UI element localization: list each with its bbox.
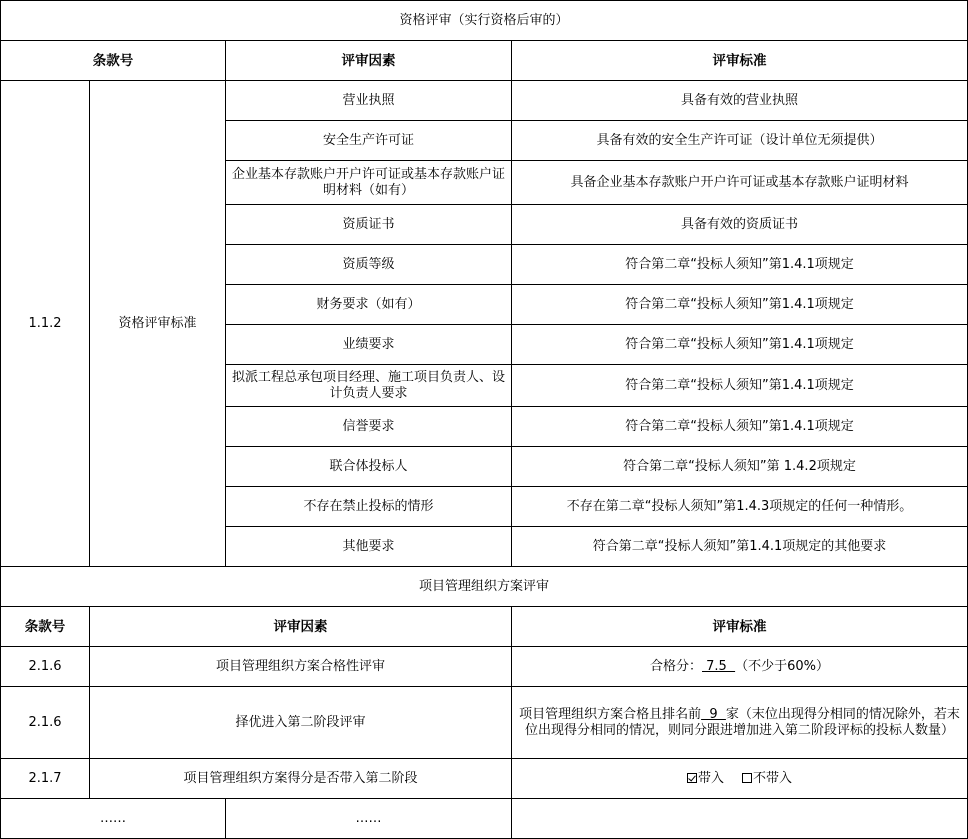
factor-cell: 项目管理组织方案得分是否带入第二阶段 xyxy=(90,759,512,799)
standard-cell: 符合第二章“投标人须知”第1.4.1项规定 xyxy=(512,245,968,285)
factor-cell: 业绩要求 xyxy=(226,325,512,365)
standard-suffix: 家（末位出现得分相同的情况除外，若末位出现得分相同的情况，则同分跟进增加进入第二阶段评标的投标人数量） xyxy=(525,706,960,738)
standard-cell: 符合第二章“投标人须知”第1.4.1项规定 xyxy=(512,285,968,325)
factor-cell: 资质证书 xyxy=(226,205,512,245)
ellipsis-cell: …… xyxy=(1,799,226,839)
standard-cell: 符合第二章“投标人须知”第1.4.1项规定 xyxy=(512,325,968,365)
standard-cell: 具备有效的安全生产许可证（设计单位无须提供） xyxy=(512,121,968,161)
standard-cell: 符合第二章“投标人须知”第1.4.1项规定 xyxy=(512,407,968,447)
standard-prefix: 项目管理组织方案合格且排名前 xyxy=(519,706,702,722)
table-row xyxy=(1,799,968,839)
pass-score-value: 7.5 xyxy=(702,658,736,674)
standard-suffix: （不少于60%） xyxy=(735,658,829,674)
factor-cell: 安全生产许可证 xyxy=(226,121,512,161)
option-no-label: 不带入 xyxy=(753,770,793,786)
rank-count-value: 9 xyxy=(701,706,726,722)
clause-number: 1.1.2 xyxy=(1,81,90,567)
carry-forward-checkbox-checked-icon[interactable] xyxy=(687,773,697,783)
factor-cell: 资质等级 xyxy=(226,245,512,285)
header-standard: 评审标准 xyxy=(512,41,968,81)
factor-cell: 拟派工程总承包项目经理、施工项目负责人、设计负责人要求 xyxy=(226,365,512,407)
header-clause-no: 条款号 xyxy=(1,41,226,81)
header-clause-no: 条款号 xyxy=(1,607,90,647)
table-row xyxy=(1,759,968,799)
standard-cell: 符合第二章“投标人须知”第1.4.1项规定的其他要求 xyxy=(512,527,968,567)
clause-number: 2.1.6 xyxy=(1,647,90,687)
clause-number: 2.1.7 xyxy=(1,759,90,799)
header-factor: 评审因素 xyxy=(90,607,512,647)
standard-cell: 不存在第二章“投标人须知”第1.4.3项规定的任何一种情形。 xyxy=(512,487,968,527)
clause-number: 2.1.6 xyxy=(1,687,90,759)
factor-cell: 择优进入第二阶段评审 xyxy=(90,687,512,759)
standard-cell xyxy=(512,759,968,799)
factor-cell: 联合体投标人 xyxy=(226,447,512,487)
table-row xyxy=(1,687,968,759)
factor-cell: 财务要求（如有） xyxy=(226,285,512,325)
table-row xyxy=(1,647,968,687)
header-standard: 评审标准 xyxy=(512,607,968,647)
header-factor: 评审因素 xyxy=(226,41,512,81)
standard-cell: 符合第二章“投标人须知”第 1.4.2项规定 xyxy=(512,447,968,487)
factor-cell: 不存在禁止投标的情形 xyxy=(226,487,512,527)
standard-cell: 具备有效的营业执照 xyxy=(512,81,968,121)
section1-title: 资格评审（实行资格后审的） xyxy=(1,1,968,41)
factor-cell: 信誉要求 xyxy=(226,407,512,447)
ellipsis-cell: …… xyxy=(226,799,512,839)
clause-name: 资格评审标准 xyxy=(90,81,226,567)
section2-title: 项目管理组织方案评审 xyxy=(1,567,968,607)
no-carry-forward-checkbox-icon[interactable] xyxy=(742,773,752,783)
standard-cell: 符合第二章“投标人须知”第1.4.1项规定 xyxy=(512,365,968,407)
option-yes-label: 带入 xyxy=(697,770,724,786)
factor-cell: 其他要求 xyxy=(226,527,512,567)
factor-cell: 营业执照 xyxy=(226,81,512,121)
factor-cell: 项目管理组织方案合格性评审 xyxy=(90,647,512,687)
table-row xyxy=(1,81,968,121)
standard-cell: 具备有效的资质证书 xyxy=(512,205,968,245)
factor-cell: 企业基本存款账户开户许可证或基本存款账户证明材料（如有） xyxy=(226,161,512,205)
standard-prefix: 合格分： xyxy=(650,658,703,674)
standard-cell: 具备企业基本存款账户开户许可证或基本存款账户证明材料 xyxy=(512,161,968,205)
empty-cell xyxy=(512,799,968,839)
standard-cell xyxy=(512,647,968,687)
standard-cell xyxy=(512,687,968,759)
